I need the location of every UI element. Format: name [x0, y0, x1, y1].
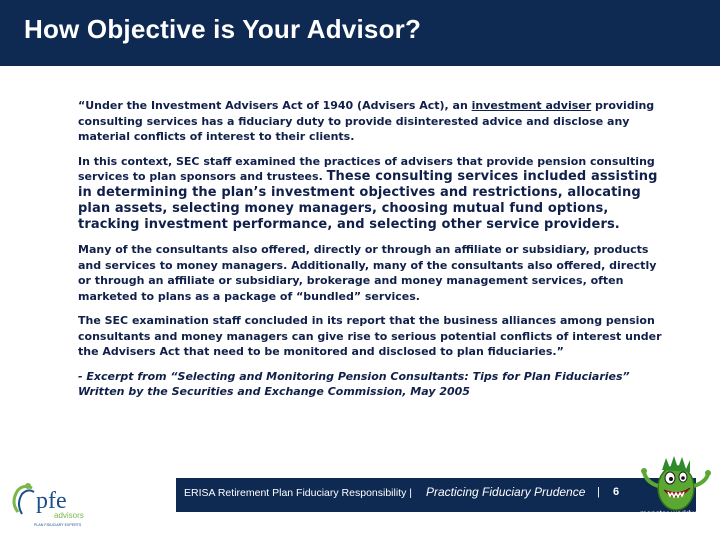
logo-sub: advisors	[54, 511, 84, 520]
p2-text-pre: In this context, SEC staff examined the practices of advisers that provide pension consulting services to plan sponsors and trustees.	[78, 154, 655, 183]
title-bar	[0, 0, 720, 66]
logo-name: pfe	[36, 488, 67, 514]
p1-text-post: providing consulting services has a fiduciary duty to provide disinterested advice and disclose any material conflicts of interest to their clients.	[78, 99, 655, 143]
paragraph-2	[78, 154, 668, 234]
investment-adviser-link[interactable]: investment adviser	[471, 99, 592, 112]
logo-swirl-icon	[14, 483, 34, 514]
p2-text-emphasis: These consulting services included assisting in determining the plan’s investment objectives and restrictions, allocating plan assets, selecting money managers, choosing mutual fund options, tracking investment performance, and selecting other service providers.	[78, 169, 658, 232]
footer-separator: |	[597, 486, 600, 498]
footer-bar	[176, 478, 696, 512]
excerpt-citation	[78, 369, 668, 400]
paragraph-3: Many of the consultants also offered, directly or through an affiliate or subsidiary, products and services to money managers. Additionally, many of the consultants also offered, directly or through an affiliate or subsidiary, brokerage and money management services, often marketed to plans as a package of “bundled” services.	[78, 243, 657, 303]
footer-left-text: ERISA Retirement Plan Fiduciary Responsibility |	[184, 487, 412, 499]
paragraph-4: The SEC examination staff concluded in its report that the business alliances among pension consultants and money managers can give rise to serious potential conflicts of interest under the Advisers Act that need to be monitored and disclosed to plan fiduciaries.”	[78, 314, 662, 358]
content-body	[78, 98, 668, 400]
footer-tagline: Practicing Fiduciary Prudence	[426, 485, 586, 499]
logo-tagline: PLAN FIDUCIARY EXPERTS	[34, 523, 82, 527]
paragraph-1	[78, 98, 668, 145]
excerpt-line-1: - Excerpt from “Selecting and Monitoring Pension Consultants: Tips for Plan Fiduciaries”	[78, 369, 630, 383]
pfe-logo-graphic	[6, 478, 102, 530]
p1-text-pre: “Under the Investment Advisers Act of 1940 (Advisers Act), an	[78, 99, 472, 112]
pfe-advisors-logo	[6, 478, 102, 530]
page-number: 6	[613, 486, 620, 498]
excerpt-line-2: Written by the Securities and Exchange Commission, May 2005	[78, 385, 470, 398]
monster-worldwide-logo: monster worldwide	[640, 509, 707, 518]
page-title: How Objective is Your Advisor?	[24, 14, 422, 44]
